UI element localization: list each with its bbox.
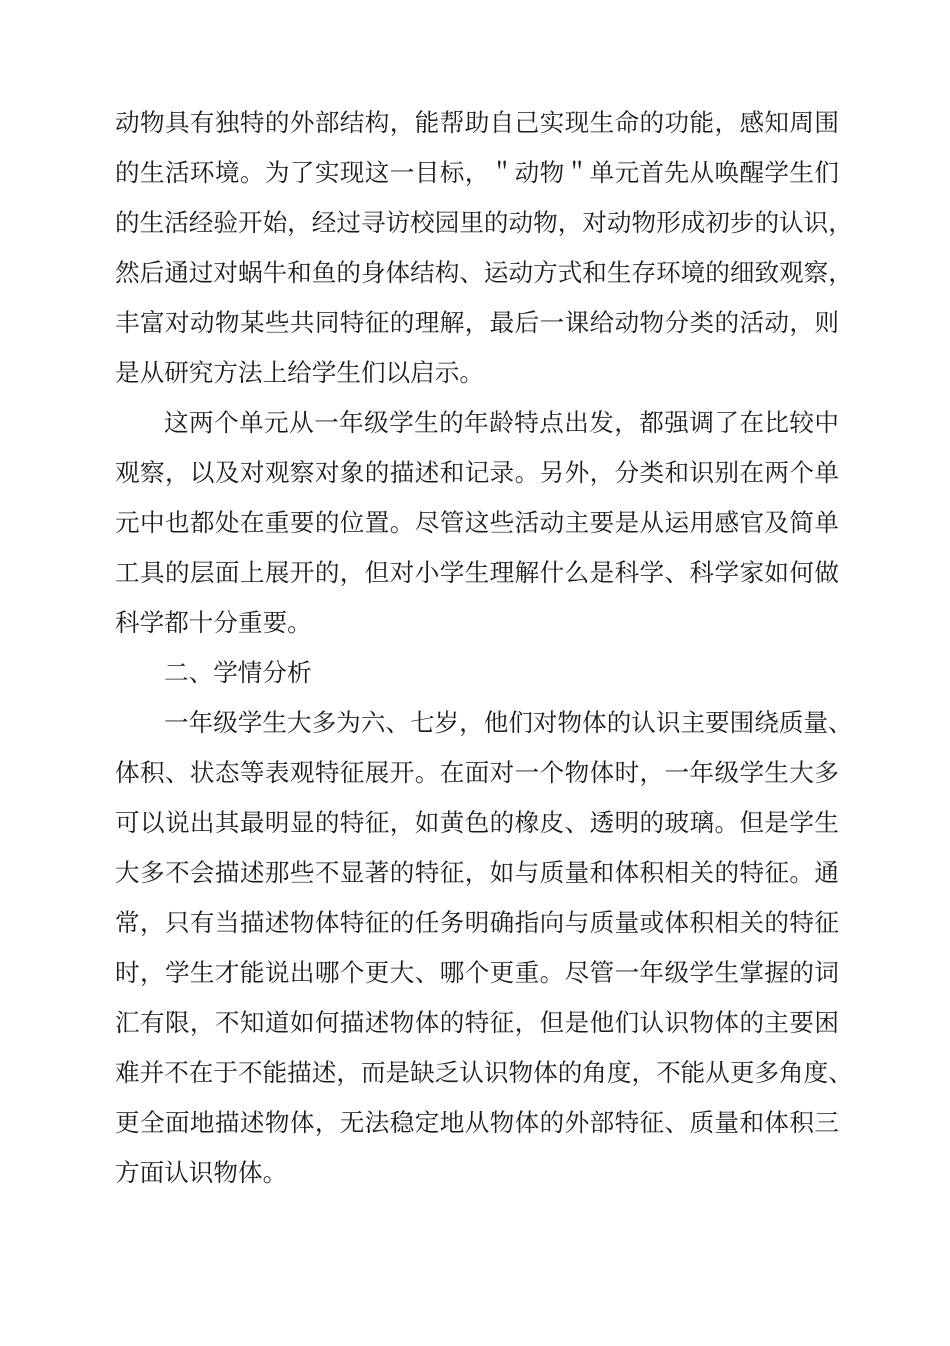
- text-line: 的生活环境。为了实现这一目标，＂动物＂单元首先从唤醒学生们: [115, 158, 839, 187]
- text-line: 观察，以及对观察对象的描述和记录。另外，分类和识别在两个单: [115, 458, 839, 487]
- text-line: 然后通过对蜗牛和鱼的身体结构、运动方式和生存环境的细致观察，: [115, 258, 853, 287]
- text-line: 更全面地描述物体，无法稳定地从物体的外部特征、质量和体积三: [115, 1108, 839, 1137]
- paragraph-student-analysis: [115, 698, 853, 1198]
- text-line: 元中也都处在重要的位置。尽管这些活动主要是从运用感官及简单: [115, 508, 839, 537]
- text-line: 科学都十分重要。: [115, 608, 312, 637]
- text-line: 动物具有独特的外部结构，能帮助自己实现生命的功能，感知周围: [115, 108, 839, 137]
- text-line: 这两个单元从一年级学生的年龄特点出发，都强调了在比较中: [164, 408, 839, 437]
- text-line: 体积、状态等表观特征展开。在面对一个物体时，一年级学生大多: [115, 758, 839, 787]
- text-line: 丰富对动物某些共同特征的理解，最后一课给动物分类的活动，则: [115, 308, 839, 337]
- text-line: 一年级学生大多为六、七岁，他们对物体的认识主要围绕质量、: [164, 708, 853, 737]
- document-page: [115, 98, 853, 1198]
- text-line: 时，学生才能说出哪个更大、哪个更重。尽管一年级学生掌握的词: [115, 958, 839, 987]
- paragraph-animals-unit: [115, 98, 853, 398]
- text-line: 常，只有当描述物体特征的任务明确指向与质量或体积相关的特征: [115, 908, 839, 937]
- text-line: 工具的层面上展开的，但对小学生理解什么是科学、科学家如何做: [115, 558, 839, 587]
- text-line: 难并不在于不能描述，而是缺乏认识物体的角度，不能从更多角度、: [115, 1058, 853, 1087]
- text-line: 方面认识物体。: [115, 1158, 288, 1187]
- text-line: 大多不会描述那些不显著的特征，如与质量和体积相关的特征。通: [115, 858, 839, 887]
- text-line: 可以说出其最明显的特征，如黄色的橡皮、透明的玻璃。但是学生: [115, 808, 839, 837]
- text-line: 汇有限，不知道如何描述物体的特征，但是他们认识物体的主要困: [115, 1008, 839, 1037]
- text-line: 是从研究方法上给学生们以启示。: [115, 358, 484, 387]
- text-line: 的生活经验开始，经过寻访校园里的动物，对动物形成初步的认识，: [115, 208, 853, 237]
- paragraph-two-units: [115, 398, 839, 648]
- section-heading: 二、学情分析: [164, 658, 312, 687]
